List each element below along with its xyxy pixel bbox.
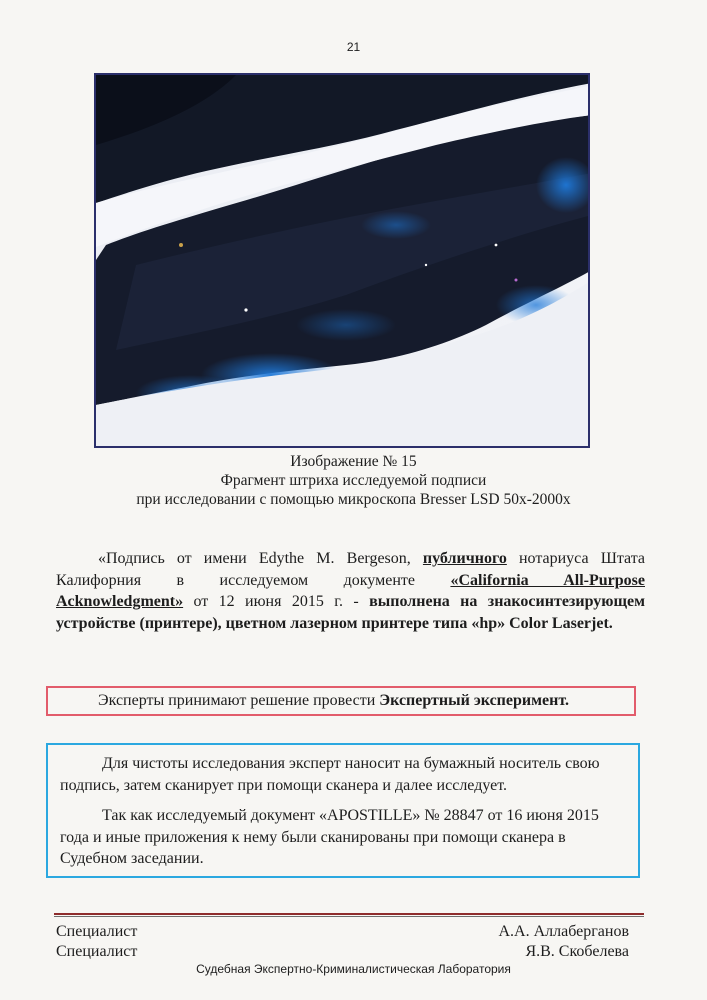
text: Калифорния в исследуемом документе [56,571,451,589]
caption-title: Изображение № 15 [290,453,417,470]
signer-name-2: Я.В. Скобелева [525,943,629,960]
conclusion-line [56,548,645,570]
text: «Подпись от имени Edythe M. Bergeson, [98,550,423,567]
conclusion-line [56,591,645,613]
experiment-line: Для чистоты исследования эксперт наносит на бумажный носитель свою [102,755,600,772]
text: нотариуса Штата [506,550,646,567]
experiment-line: года и иные приложения к нему были сканированы при помощи сканера в [60,828,566,846]
experiment-line: Судебном заседании. [60,850,204,867]
caption-line: Фрагмент штриха исследуемой подписи [220,472,487,489]
decision-bold: Экспертный эксперимент. [379,692,569,709]
text-bold-underlined: публичного [422,550,507,567]
text-bold: выполнена на знакосинтезирующем [369,593,645,610]
signature-divider [54,913,644,915]
decision-text: Эксперты принимают решение провести [98,692,380,709]
text-bold: устройстве (принтере), цветном лазерном принтере типа «hp» Color Laserjet. [56,614,613,632]
conclusion-line [56,570,645,592]
decision-box [46,686,636,716]
experiment-box [46,743,640,878]
lab-footer: Судебная Экспертно-Криминалистическая Лаборатория [196,962,511,976]
figure-caption [0,452,707,509]
experiment-line: Так как исследуемый документ «APOSTILLE» № 28847 от 16 июня 2015 [102,807,599,824]
text-bold-underlined: «California All-Purpose [450,571,645,589]
text-bold-underlined: Acknowledgment» [56,593,184,610]
experiment-paragraph-1 [60,753,628,796]
caption-line: при исследовании с помощью микроскопа Bresser LSD 50x-2000x [136,491,571,508]
signature-divider-thin [54,916,644,917]
ink-stroke-micrograph [96,75,590,448]
signer-role-1: Специалист [56,923,138,940]
conclusion-paragraph [56,548,645,634]
microscope-image [94,73,590,448]
conclusion-line [56,613,645,635]
text: от 12 июня 2015 г. - [183,593,370,610]
signer-role-2: Специалист [56,943,138,960]
experiment-paragraph-2 [60,805,628,870]
signer-name-1: А.А. Аллаберганов [498,923,629,940]
page-number: 21 [346,40,361,54]
experiment-line: подпись, затем сканирует при помощи сканера и далее исследует. [60,776,508,794]
